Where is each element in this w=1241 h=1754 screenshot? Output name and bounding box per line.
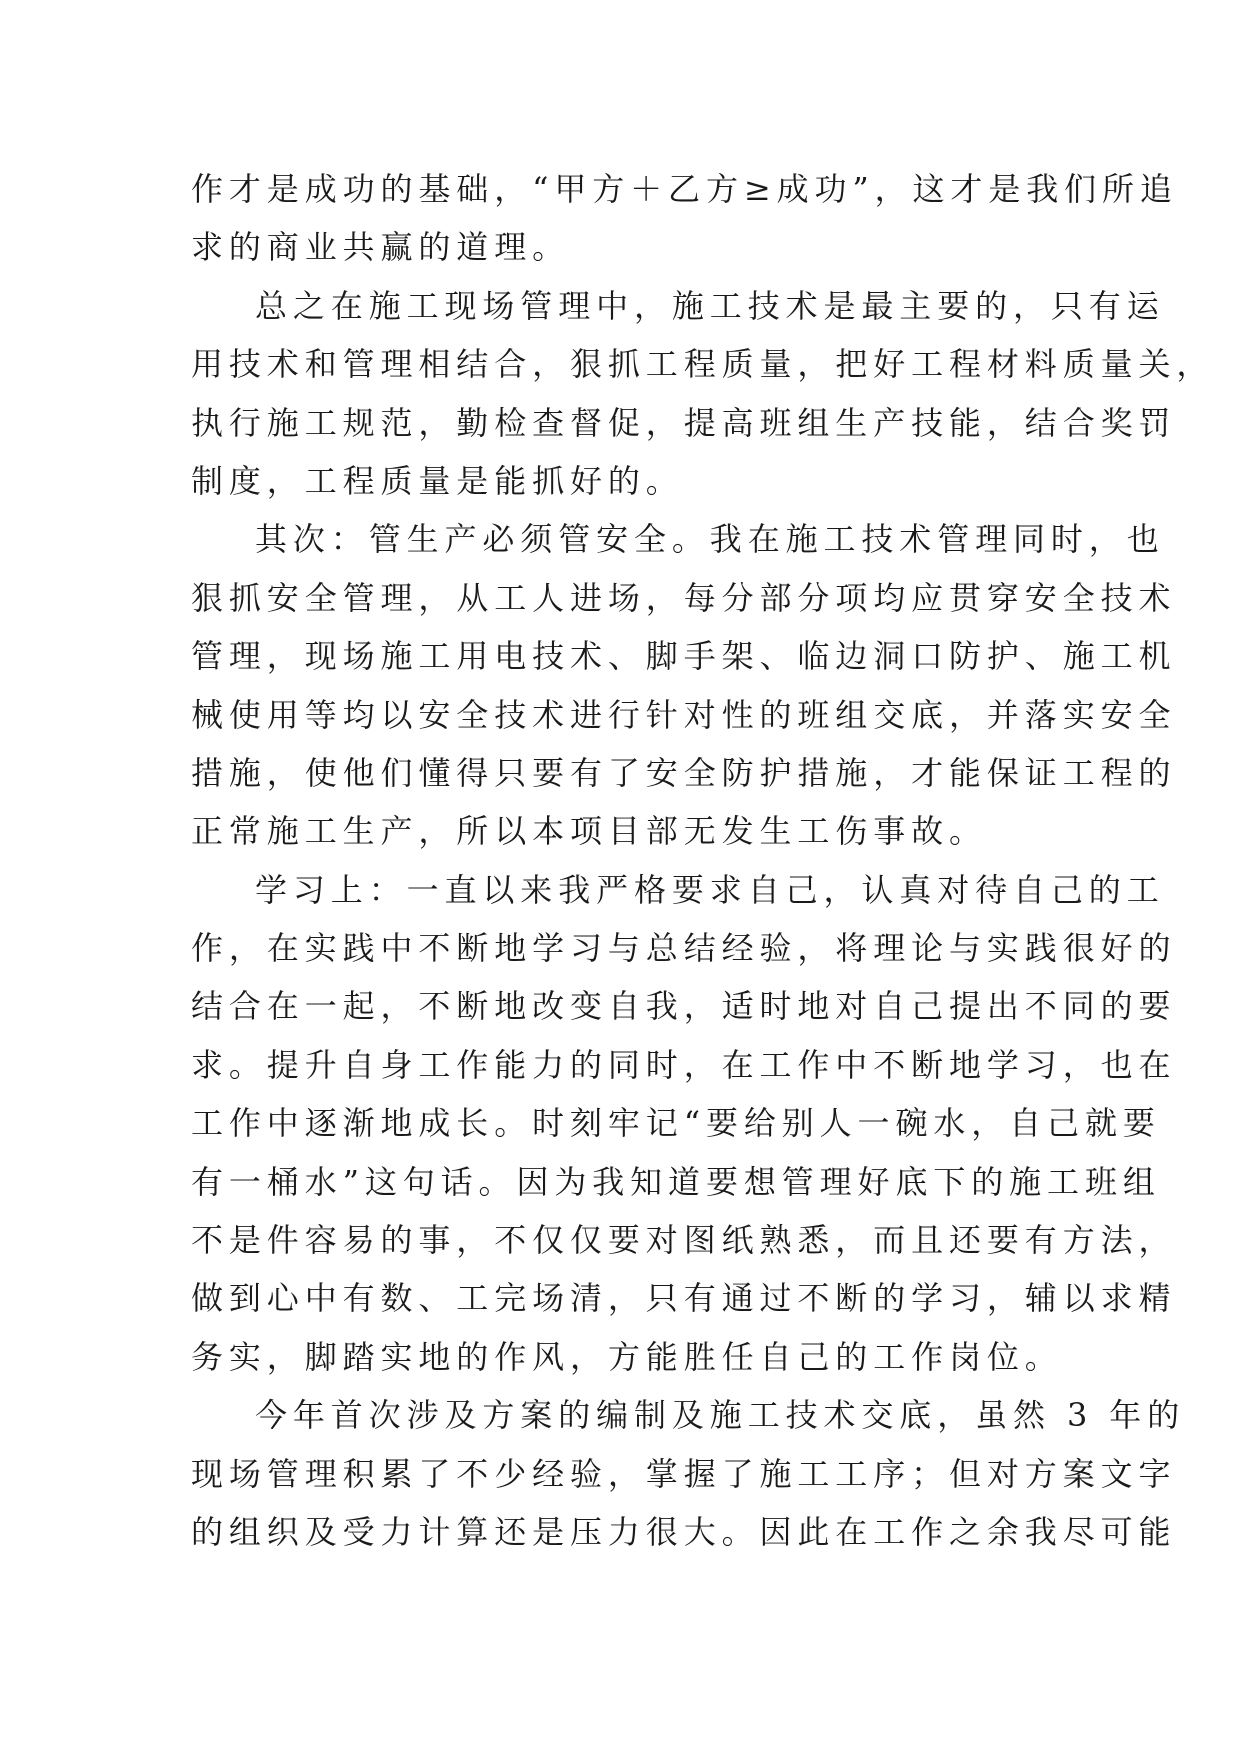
text-line: 求。提升自身工作能力的同时，在工作中不断地学习，也在 — [191, 1045, 1177, 1084]
text-line: 狠抓安全管理，从工人进场，每分部分项均应贯穿安全技术 — [191, 578, 1177, 617]
text-line: 用技术和管理相结合，狠抓工程质量，把好工程材料质量关， — [191, 345, 1215, 384]
text-line: 措施，使他们懂得只要有了安全防护措施，才能保证工程的 — [191, 753, 1177, 792]
text-line: 现场管理积累了不少经验，掌握了施工工序；但对方案文字 — [191, 1454, 1177, 1493]
text-line: 做到心中有数、工完场清，只有通过不断的学习，辅以求精 — [191, 1279, 1177, 1318]
paragraph-start-line: 学习上：一直以来我严格要求自己，认真对待自己的工 — [255, 870, 1165, 909]
document-body — [191, 160, 1215, 1561]
text-line: 械使用等均以安全技术进行针对性的班组交底，并落实安全 — [191, 695, 1177, 734]
paragraph-start-line: 总之在施工现场管理中，施工技术是最主要的，只有运 — [255, 286, 1165, 325]
text-line: 求的商业共赢的道理。 — [191, 228, 571, 267]
text-line: 管理，现场施工用电技术、脚手架、临边洞口防护、施工机 — [191, 637, 1177, 676]
text-line: 作才是成功的基础，“甲方＋乙方≥成功”，这才是我们所追 — [191, 170, 1178, 208]
text-line: 不是件容易的事，不仅仅要对图纸熟悉，而且还要有方法， — [191, 1221, 1177, 1260]
text-line: 工作中逐渐地成长。时刻牢记“要给别人一碗水，自己就要 — [191, 1104, 1161, 1143]
text-line: 务实，脚踏实地的作风，方能胜任自己的工作岗位。 — [191, 1337, 1063, 1376]
text-line: 的组织及受力计算还是压力很大。因此在工作之余我尽可能 — [191, 1512, 1177, 1551]
paragraph-start-line: 其次：管生产必须管安全。我在施工技术管理同时，也 — [255, 520, 1165, 559]
text-line: 正常施工生产，所以本项目部无发生工伤事故。 — [191, 812, 987, 851]
paragraph-start-line: 今年首次涉及方案的编制及施工技术交底，虽然 3 年的 — [255, 1396, 1186, 1435]
text-line: 制度，工程质量是能抓好的。 — [191, 461, 684, 500]
text-line: 结合在一起，不断地改变自我，适时地对自己提出不同的要 — [191, 987, 1177, 1026]
text-line: 执行施工规范，勤检查督促，提高班组生产技能，结合奖罚 — [191, 403, 1177, 442]
text-line: 作，在实践中不断地学习与总结经验，将理论与实践很好的 — [191, 929, 1177, 968]
text-line: 有一桶水”这句话。因为我知道要想管理好底下的施工班组 — [191, 1162, 1161, 1201]
